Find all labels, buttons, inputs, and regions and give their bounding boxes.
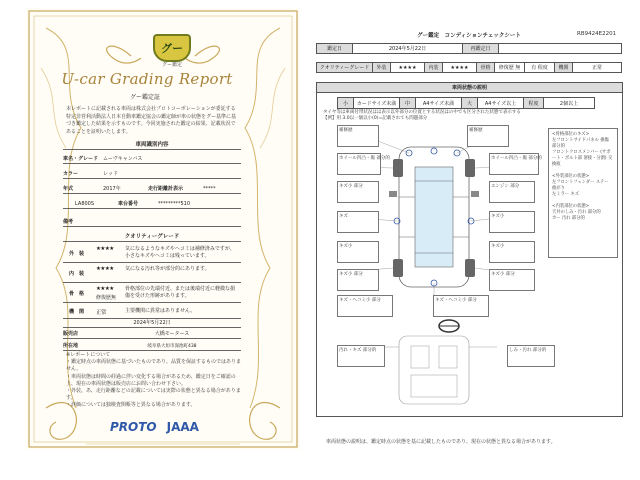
jaaa-logo: JAAA	[166, 420, 199, 434]
panel-note-line1: タイヤ等は車両付帯状況はは表示以外部分の位置とする状況はの中でも区分された状態で表示する	[323, 110, 521, 115]
callout-label: キズ	[339, 214, 348, 219]
int-label: 内装	[425, 63, 443, 72]
quality-label: 機 関	[69, 309, 85, 315]
goo-badge	[153, 34, 191, 68]
condition-notes	[548, 128, 618, 258]
store-label: 販売店	[63, 331, 79, 337]
ext-label: 外装	[373, 63, 391, 72]
quality-stars: ★★★★	[96, 266, 114, 272]
row-name	[63, 153, 241, 164]
callout-label: 補修歴	[339, 128, 353, 133]
vehicle-condition-panel	[316, 82, 623, 417]
callout-label: キズ小 部分	[339, 184, 363, 189]
callout-label: 補修歴	[469, 128, 483, 133]
logo-strip	[110, 420, 199, 434]
quality-label: 骨 格	[69, 291, 85, 297]
panel-note-line2: 【例】用 3.0以一個以小(0)=記載されても問題部分	[323, 116, 428, 121]
callout-label: キズ小 部分	[491, 272, 515, 277]
size-small-desc: カードサイズ未満	[354, 98, 400, 108]
condition-note-line: <骨格部位のキズ>	[552, 132, 590, 137]
mileage-value: *****	[203, 186, 216, 192]
row-store	[63, 328, 241, 339]
int-value: ★★★★	[443, 63, 477, 72]
quality-desc: 主要機関に異常はありません。	[125, 308, 196, 314]
quality-desc: 気になるようなキズやヘコミは補修済みですが、小さなキズやヘコミは残っています。	[125, 246, 235, 259]
mileage-label: 走行距離計表示	[148, 186, 184, 192]
callout-label: キズ小	[339, 244, 353, 249]
store-value: 大橋モータース	[154, 331, 190, 337]
quality-stars: 正常	[96, 310, 107, 316]
vin-value: *********510	[158, 201, 191, 207]
size-legend	[337, 97, 595, 109]
certificate-notes	[66, 352, 242, 410]
sheet-bottom-note: 車両状態の説明は、鑑定時点の状態を基に記載したものであり、現在の状態と異なる場合があります。	[326, 439, 556, 445]
color-label: カラー	[63, 171, 79, 177]
row-remarks	[63, 213, 241, 227]
quality-row-interior	[63, 264, 241, 283]
quality-row-exterior	[63, 244, 241, 263]
reexam-label: 再鑑定日	[463, 44, 499, 53]
sheet-code: RB9424E2201	[577, 31, 617, 37]
callout-label: エンジン 部分	[491, 184, 520, 189]
condition-note-line: 部分的	[552, 144, 565, 149]
frame-label: 骨格	[477, 63, 495, 72]
certificate-subtitle: グー鑑定証	[129, 94, 160, 101]
note-line: ・評価については独検査関帳等と異なる場合があります。	[66, 402, 196, 409]
year-value: 2017年	[103, 186, 121, 192]
callout-label: 汚れ・キズ 部分的	[339, 348, 377, 353]
condition-note-line: カー 汚れ 部分的	[552, 216, 585, 221]
remarks-label: 備考	[63, 219, 74, 225]
condition-note-line: 左フロントサイドパネル 損傷	[552, 138, 609, 143]
badge-label: グー鑑定	[161, 62, 182, 68]
callout-label: キズ・ヘコミ小 部分	[339, 298, 381, 303]
note-line: ・車両状態は時間の経過に伴い変化する場合があるため、鑑定日をご確認の上、現在の車両状態は販売店にお問い合わせ下さい。	[66, 373, 236, 387]
quality-stars: ★★★★	[96, 286, 114, 292]
reexam-value	[499, 44, 621, 53]
certificate-title: U-car Grading Report	[61, 70, 233, 88]
grade-bar	[316, 62, 622, 73]
date-value: 2024年5月22日	[353, 44, 463, 53]
condition-note-line: 左フロントフェンダー ステー 曲がり	[552, 180, 609, 191]
quality-desc: 気になる汚れ等が部分的にあります。	[125, 266, 210, 272]
quality-header: クオリティーグレード	[63, 232, 241, 242]
date-label: 鑑定日	[317, 44, 353, 53]
note-line: ・鑑定時点の車両状態に基づいたものであり、品質を保証するものではありません。	[66, 359, 242, 373]
location-value: 岐阜県大垣市深池町438	[147, 344, 197, 349]
condition-note-line: <内装部位の状態>	[552, 204, 590, 209]
name-value: ムーヴキャンバス	[103, 156, 143, 162]
model-value: LA800S	[75, 201, 95, 207]
location-label: 所在地	[63, 343, 79, 349]
quality-label: 外 装	[69, 251, 85, 257]
year-label: 年式	[63, 186, 74, 192]
ext-value: ★★★★	[391, 63, 425, 72]
sheet-title: グー鑑定 コンディションチェックシート	[417, 33, 521, 39]
name-label: 車名・グレード	[63, 156, 99, 162]
callout-label: キズ小	[491, 214, 505, 219]
badge-shield-icon: グー	[153, 34, 191, 62]
note-line: ・外装、あ、走行距離などの記載については実際の状態と異なる場合があります。	[66, 388, 241, 402]
callout-label: しみ・汚れ 部分的	[509, 348, 547, 353]
repair-value: 有 程度	[525, 63, 555, 72]
callout-label: キズ・ヘコミ小 部分	[435, 298, 477, 303]
degree-label: 程度	[524, 98, 544, 108]
size-large-label: 大	[462, 98, 478, 108]
color-value: レッド	[103, 171, 118, 177]
certificate-paragraph: 本レポートに記載される車両は株式会社プロトコーポレーションが委託する特定非営利活動法人日本自動車鑑定協会の鑑定師が車の状態をグー基準に基づき鑑定した結果を示すものです。今回実施された鑑定の結果、記載状況であることを証明いたします。	[66, 106, 237, 135]
quality-label: 内 装	[69, 271, 85, 277]
note-line: ※レポートについて	[66, 352, 111, 358]
callout-label: ホイール凹凸・傷 部分的	[491, 156, 542, 161]
row-location	[63, 340, 241, 351]
grade-label: クオリティーグレード	[317, 63, 373, 72]
row-model	[63, 198, 241, 209]
degree-value: 2個以上	[559, 100, 579, 107]
row-color	[63, 168, 241, 179]
vin-label: 車台番号	[118, 201, 139, 207]
quality-sub: 修復歴無	[96, 295, 117, 301]
engine-value: 正常	[591, 65, 602, 71]
engine-label: 機関	[555, 63, 573, 72]
row-date	[63, 317, 241, 328]
condition-note-line: 左ミラー キズ	[552, 192, 580, 197]
frame-value: 修復歴 無	[495, 63, 525, 72]
quality-row-frame	[63, 284, 241, 303]
callout-label: キズ小	[491, 244, 505, 249]
size-large-desc: A4サイズ以上	[478, 98, 524, 108]
proto-logo: PROTO	[110, 420, 157, 434]
size-mid-label: 中	[400, 98, 416, 108]
condition-note-line: <外装部位の状態>	[552, 174, 590, 179]
date-value: 2024年5月22日	[133, 320, 171, 326]
size-mid-desc: A4サイズ未満	[416, 98, 462, 108]
callout-label: キズ小 部分	[339, 272, 363, 277]
date-bar	[316, 43, 622, 54]
condition-note-line: フロントクロスメンバー (サポート・ボルト部 溶接・分割) 交換痕	[552, 150, 613, 167]
quality-stars: ★★★★	[96, 246, 114, 252]
condition-note-line: 天井のしみ・汚れ 部分的	[552, 210, 601, 215]
panel-title: 車両状態の説明	[317, 83, 622, 93]
size-small-label: 小	[338, 98, 354, 108]
row-year	[63, 183, 241, 194]
quality-desc: 骨格部位の先端付近、または後端付近に軽微な損傷を受けた形跡があります。	[125, 286, 236, 299]
vehicle-header: 車両識別内容	[63, 140, 241, 150]
callout-label: ホイール凹凸・傷 部分的	[339, 156, 390, 161]
